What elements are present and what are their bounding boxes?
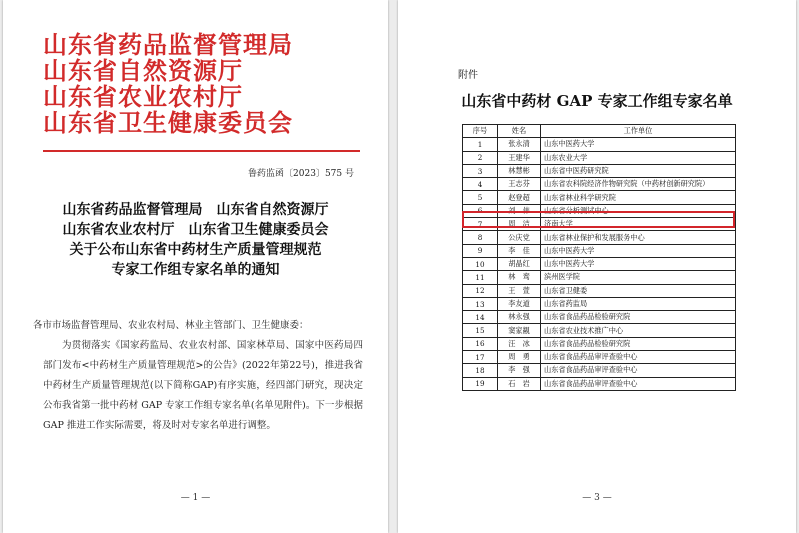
row-number: 17 xyxy=(463,351,498,364)
table-header-row xyxy=(463,125,736,138)
work-unit: 山东省食品药品检验研究院 xyxy=(541,337,736,350)
table-row xyxy=(463,311,736,324)
row-number: 18 xyxy=(463,364,498,377)
agency-name: 山东省卫生健康委员会 xyxy=(43,108,293,137)
table-row xyxy=(463,271,736,284)
expert-name: 胡晶红 xyxy=(498,257,541,270)
work-unit: 山东省食品药品审评查验中心 xyxy=(541,377,736,390)
table-row xyxy=(463,297,736,310)
row-number: 2 xyxy=(463,151,498,164)
work-unit: 山东农业大学 xyxy=(541,151,736,164)
row-number: 13 xyxy=(463,297,498,310)
work-unit: 山东省中医药研究院 xyxy=(541,164,736,177)
expert-name: 李 强 xyxy=(498,364,541,377)
expert-name: 周 洁 xyxy=(498,218,541,231)
table-row xyxy=(463,138,736,151)
table-row xyxy=(463,364,736,377)
expert-name: 王建华 xyxy=(498,151,541,164)
expert-name: 石 岩 xyxy=(498,377,541,390)
work-unit: 山东中医药大学 xyxy=(541,257,736,270)
issuing-agencies-header xyxy=(43,32,363,136)
work-unit: 济南大学 xyxy=(541,218,736,231)
expert-name: 刘 伟 xyxy=(498,204,541,217)
table-row xyxy=(463,164,736,177)
agency-name: 山东省药品监督管理局 xyxy=(43,30,293,59)
body-paragraph: 为贯彻落实《国家药监局、农业农村部、国家林草局、国家中医药局四部门发布<中药材生产质量管理规范>的公告》(2022年第22号)，推进我省中药材生产质量管理规范(以下简称GAP)有序实施，经四部门研究，现决定公布我省第一批中药材 GAP 专家工作组专家名单(名单见附件)。下一步根据 GAP 推进工作实际需要，将及时对专家名单进行调整。 xyxy=(43,340,363,431)
expert-name: 李 佳 xyxy=(498,244,541,257)
work-unit: 山东省食品药品审评查验中心 xyxy=(541,364,736,377)
table-row xyxy=(463,191,736,204)
column-header-unit: 工作单位 xyxy=(541,125,736,138)
column-header-number: 序号 xyxy=(463,125,498,138)
row-number: 1 xyxy=(463,138,498,151)
row-number: 8 xyxy=(463,231,498,244)
expert-name: 汪 冰 xyxy=(498,337,541,350)
table-row xyxy=(463,337,736,350)
table-row xyxy=(463,351,736,364)
row-number: 7 xyxy=(463,218,498,231)
row-number: 9 xyxy=(463,244,498,257)
table-row xyxy=(463,377,736,390)
document-number: 鲁药监函〔2023〕575 号 xyxy=(248,169,354,179)
table-row xyxy=(463,324,736,337)
work-unit: 山东省农科院经济作物研究院（中药材创新研究院） xyxy=(541,178,736,191)
expert-name: 王志芬 xyxy=(498,178,541,191)
row-number: 14 xyxy=(463,311,498,324)
row-number: 15 xyxy=(463,324,498,337)
work-unit: 山东中医药大学 xyxy=(541,244,736,257)
notice-title-line: 专家工作组专家名单的通知 xyxy=(111,262,280,278)
notice-title xyxy=(23,200,368,280)
work-unit: 山东省农业技术推广中心 xyxy=(541,324,736,337)
expert-name: 张永清 xyxy=(498,138,541,151)
row-number: 3 xyxy=(463,164,498,177)
work-unit: 山东省药监局 xyxy=(541,297,736,310)
right-page xyxy=(398,0,796,533)
row-number: 16 xyxy=(463,337,498,350)
notice-title-line: 山东省药品监督管理局 山东省自然资源厅 xyxy=(62,202,329,218)
expert-name: 周 勇 xyxy=(498,351,541,364)
page-number: — 3 — xyxy=(582,493,612,503)
work-unit: 山东省食品药品审评查验中心 xyxy=(541,351,736,364)
expert-name: 赵登超 xyxy=(498,191,541,204)
work-unit: 滨州医学院 xyxy=(541,271,736,284)
expert-name: 林永强 xyxy=(498,311,541,324)
table-row xyxy=(463,231,736,244)
expert-name: 公庆党 xyxy=(498,231,541,244)
agency-name: 山东省自然资源厅 xyxy=(43,56,243,85)
row-number: 5 xyxy=(463,191,498,204)
left-page xyxy=(3,0,388,533)
work-unit: 山东省林业科学研究院 xyxy=(541,191,736,204)
expert-name: 李友道 xyxy=(498,297,541,310)
table-row xyxy=(463,178,736,191)
row-number: 10 xyxy=(463,257,498,270)
attachment-label: 附件 xyxy=(458,70,478,81)
work-unit: 山东省林业保护和发展服务中心 xyxy=(541,231,736,244)
work-unit: 山东省分析测试中心 xyxy=(541,204,736,217)
table-row xyxy=(463,284,736,297)
row-number: 12 xyxy=(463,284,498,297)
salutation: 各市市场监督管理局、农业农村局、林业主管部门、卫生健康委： xyxy=(33,320,309,331)
agency-name: 山东省农业农村厅 xyxy=(43,82,243,111)
notice-body xyxy=(33,316,363,436)
expert-name: 窦家観 xyxy=(498,324,541,337)
expert-name: 林慧彬 xyxy=(498,164,541,177)
highlight-box xyxy=(462,211,735,228)
table-row xyxy=(463,244,736,257)
expert-name: 林 鸾 xyxy=(498,271,541,284)
notice-title-line: 关于公布山东省中药材生产质量管理规范 xyxy=(69,242,322,258)
notice-title-line: 山东省农业农村厅 山东省卫生健康委员会 xyxy=(62,222,329,238)
column-header-name: 姓名 xyxy=(498,125,541,138)
work-unit: 山东省卫健委 xyxy=(541,284,736,297)
red-divider-line xyxy=(43,150,360,152)
table-body xyxy=(463,138,736,391)
table-row xyxy=(463,257,736,270)
row-number: 19 xyxy=(463,377,498,390)
expert-table xyxy=(462,124,736,391)
work-unit: 山东中医药大学 xyxy=(541,138,736,151)
row-number: 11 xyxy=(463,271,498,284)
table-row xyxy=(463,151,736,164)
expert-name: 王 萱 xyxy=(498,284,541,297)
page-number: — 1 — xyxy=(180,493,211,503)
work-unit: 山东省食品药品检验研究院 xyxy=(541,311,736,324)
expert-list-title: 山东省中药材 GAP 专家工作组专家名单 xyxy=(461,92,733,110)
row-number: 4 xyxy=(463,178,498,191)
row-number: 6 xyxy=(463,204,498,217)
